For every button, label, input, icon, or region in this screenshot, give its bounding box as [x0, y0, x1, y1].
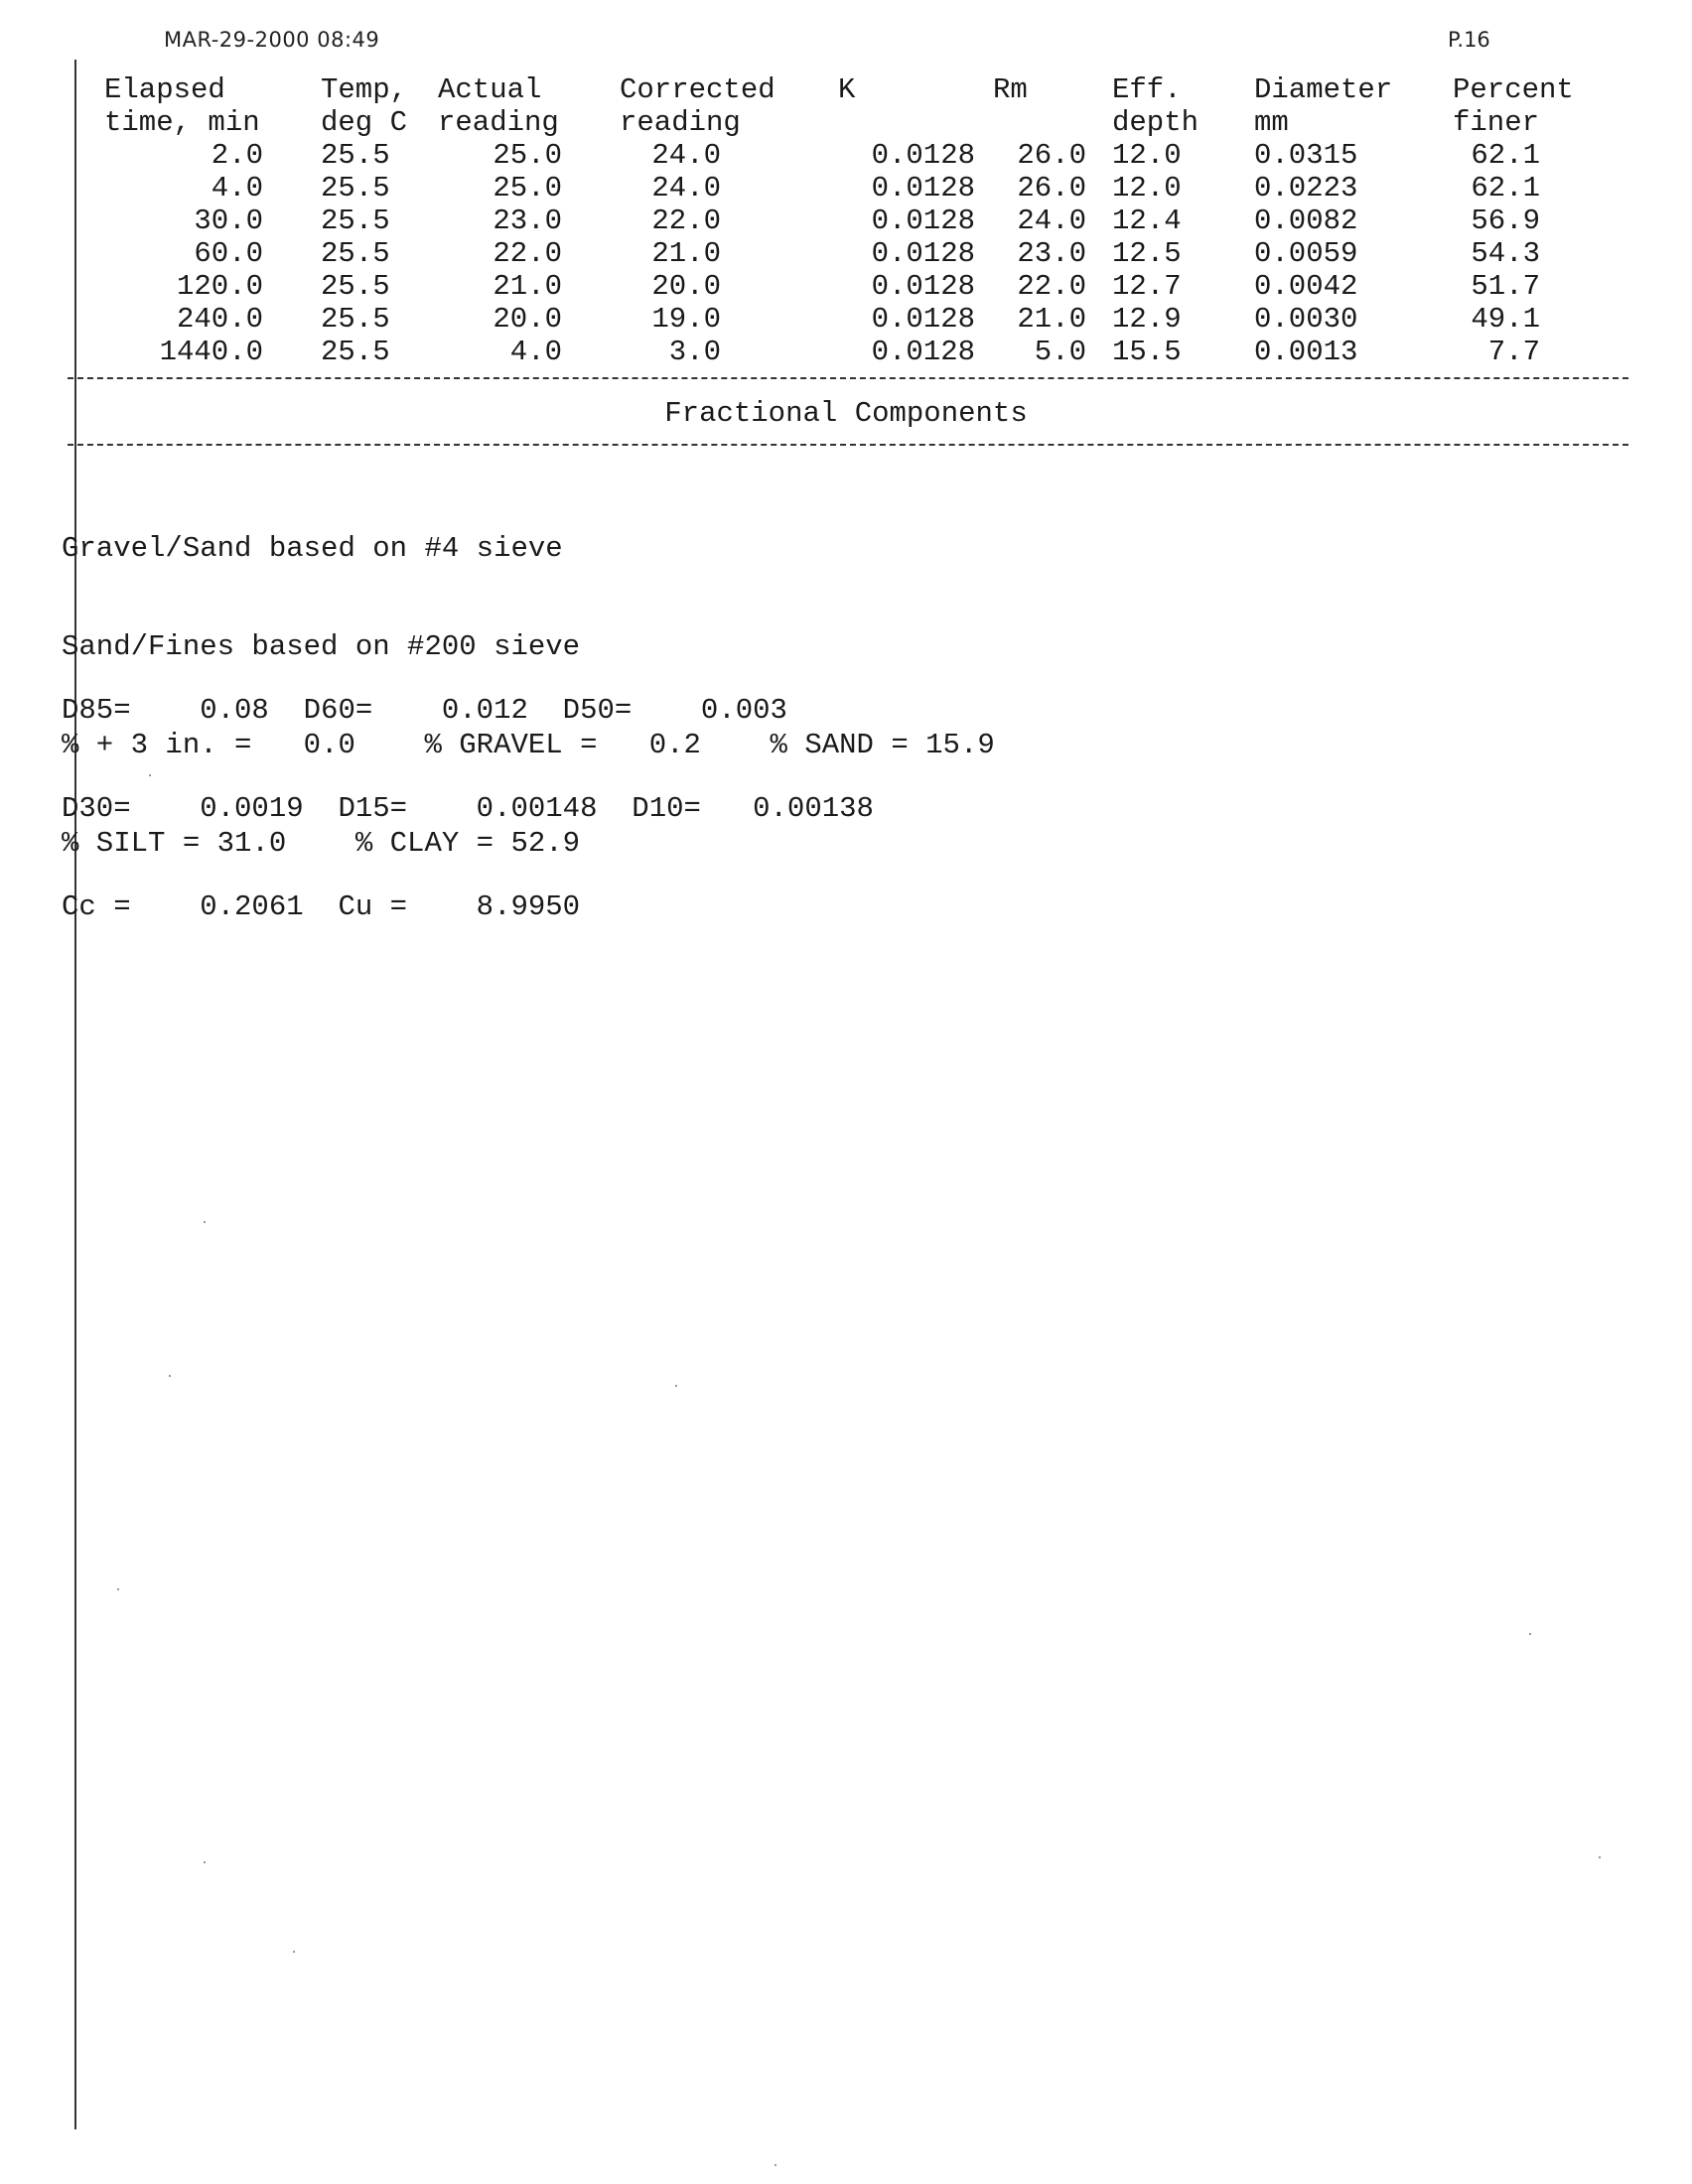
cell-percent: 56.9	[1471, 205, 1540, 237]
cell-rm: 23.0	[1017, 237, 1086, 270]
header-actual-sub: reading	[438, 106, 559, 139]
cell-k: 0.0128	[871, 139, 975, 172]
header-rm-sub	[993, 106, 1112, 139]
header-eff-sub: depth	[1112, 106, 1199, 139]
fax-page-number: P.16	[1448, 28, 1490, 52]
cell-percent: 7.7	[1487, 336, 1540, 368]
header-percent: Percent	[1453, 73, 1574, 106]
scan-speck	[1529, 1633, 1531, 1635]
cell-temp: 25.5	[321, 336, 390, 368]
grain-size-parameters-block	[62, 628, 874, 956]
header-eff: Eff.	[1112, 73, 1182, 106]
table-header-row-2	[104, 106, 1602, 139]
table-row	[104, 303, 1602, 336]
cell-diameter: 0.0315	[1254, 139, 1358, 172]
cell-elapsed: 30.0	[194, 205, 263, 237]
table-row	[104, 336, 1602, 368]
cell-actual: 4.0	[509, 336, 562, 368]
header-rm: Rm	[993, 73, 1028, 106]
cell-temp: 25.5	[321, 205, 390, 237]
header-elapsed: Elapsed	[104, 73, 225, 106]
scan-speck	[117, 1588, 119, 1590]
fax-header	[0, 28, 1692, 58]
cell-elapsed: 4.0	[211, 172, 263, 205]
gravel-sand-percentages: % + 3 in. = 0.0 % GRAVEL = 0.2 % SAND = 15.9	[62, 729, 995, 761]
cell-corrected: 19.0	[651, 303, 721, 336]
cell-corrected: 21.0	[651, 237, 721, 270]
cell-rm: 5.0	[1034, 336, 1086, 368]
scan-speck	[775, 2164, 776, 2166]
cell-percent: 49.1	[1471, 303, 1540, 336]
cell-actual: 23.0	[493, 205, 562, 237]
header-actual: Actual	[438, 73, 542, 106]
cell-eff-depth: 12.7	[1112, 270, 1182, 303]
cell-actual: 25.0	[493, 139, 562, 172]
cell-temp: 25.5	[321, 172, 390, 205]
cell-eff-depth: 12.4	[1112, 205, 1182, 237]
d30-d15-d10-line: D30= 0.0019 D15= 0.00148 D10= 0.00138	[62, 792, 874, 825]
cell-diameter: 0.0042	[1254, 270, 1358, 303]
table-row	[104, 205, 1602, 237]
table-row	[104, 237, 1602, 270]
scan-speck	[675, 1385, 677, 1387]
cell-corrected: 24.0	[651, 139, 721, 172]
cell-eff-depth: 12.5	[1112, 237, 1182, 270]
cell-rm: 24.0	[1017, 205, 1086, 237]
cell-k: 0.0128	[871, 336, 975, 368]
cell-rm: 26.0	[1017, 139, 1086, 172]
gravel-sand-basis: Gravel/Sand based on #4 sieve	[62, 532, 563, 565]
cell-diameter: 0.0059	[1254, 237, 1358, 270]
cell-percent: 62.1	[1471, 172, 1540, 205]
cell-k: 0.0128	[871, 237, 975, 270]
dashed-divider-top	[68, 377, 1628, 379]
header-k-sub	[838, 106, 993, 139]
header-percent-sub: finer	[1453, 106, 1540, 139]
cell-eff-depth: 12.0	[1112, 139, 1182, 172]
cell-rm: 26.0	[1017, 172, 1086, 205]
cell-corrected: 22.0	[651, 205, 721, 237]
header-corrected-sub: reading	[620, 106, 741, 139]
scan-speck	[169, 1375, 171, 1377]
table-row	[104, 172, 1602, 205]
cell-temp: 25.5	[321, 270, 390, 303]
table-row	[104, 139, 1602, 172]
table-row	[104, 270, 1602, 303]
cell-rm: 21.0	[1017, 303, 1086, 336]
cell-corrected: 20.0	[651, 270, 721, 303]
header-k: K	[838, 73, 856, 106]
scan-speck	[149, 774, 151, 776]
cell-elapsed: 240.0	[176, 303, 263, 336]
cell-temp: 25.5	[321, 237, 390, 270]
cell-eff-depth: 12.9	[1112, 303, 1182, 336]
cell-diameter: 0.0013	[1254, 336, 1358, 368]
cell-actual: 21.0	[493, 270, 562, 303]
cell-actual: 22.0	[493, 237, 562, 270]
header-diameter: Diameter	[1254, 73, 1393, 106]
scan-speck	[204, 1221, 206, 1223]
cc-cu-line: Cc = 0.2061 Cu = 8.9950	[62, 890, 581, 923]
d85-d60-d50-line: D85= 0.08 D60= 0.012 D50= 0.003	[62, 694, 787, 727]
header-corrected: Corrected	[620, 73, 776, 106]
cell-eff-depth: 15.5	[1112, 336, 1182, 368]
cell-temp: 25.5	[321, 303, 390, 336]
left-margin-rule	[74, 60, 76, 2129]
cell-percent: 51.7	[1471, 270, 1540, 303]
cell-elapsed: 60.0	[194, 237, 263, 270]
cell-elapsed: 120.0	[176, 270, 263, 303]
cell-elapsed: 2.0	[211, 139, 263, 172]
cell-diameter: 0.0223	[1254, 172, 1358, 205]
cell-actual: 20.0	[493, 303, 562, 336]
cell-actual: 25.0	[493, 172, 562, 205]
cell-corrected: 3.0	[668, 336, 721, 368]
cell-temp: 25.5	[321, 139, 390, 172]
silt-clay-percentages: % SILT = 31.0 % CLAY = 52.9	[62, 827, 581, 860]
cell-k: 0.0128	[871, 205, 975, 237]
table-header-row-1	[104, 73, 1602, 106]
cell-diameter: 0.0082	[1254, 205, 1358, 237]
header-diameter-sub: mm	[1254, 106, 1289, 139]
cell-diameter: 0.0030	[1254, 303, 1358, 336]
cell-eff-depth: 12.0	[1112, 172, 1182, 205]
cell-k: 0.0128	[871, 172, 975, 205]
cell-percent: 62.1	[1471, 139, 1540, 172]
hydrometer-table	[104, 73, 1602, 368]
cell-corrected: 24.0	[651, 172, 721, 205]
scan-speck	[1599, 1856, 1601, 1858]
cell-k: 0.0128	[871, 303, 975, 336]
cell-rm: 22.0	[1017, 270, 1086, 303]
scan-speck	[204, 1861, 206, 1863]
cell-percent: 54.3	[1471, 237, 1540, 270]
fax-datetime: MAR-29-2000 08:49	[164, 28, 380, 52]
cell-elapsed: 1440.0	[159, 336, 263, 368]
section-title: Fractional Components	[664, 397, 1028, 430]
header-temp: Temp,	[321, 73, 408, 106]
header-temp-sub: deg C	[321, 106, 408, 139]
scan-speck	[293, 1951, 295, 1953]
dashed-divider-bottom	[68, 444, 1628, 446]
cell-k: 0.0128	[871, 270, 975, 303]
header-elapsed-sub: time, min	[104, 106, 260, 139]
sand-fines-basis: Sand/Fines based on #200 sieve	[62, 630, 581, 663]
